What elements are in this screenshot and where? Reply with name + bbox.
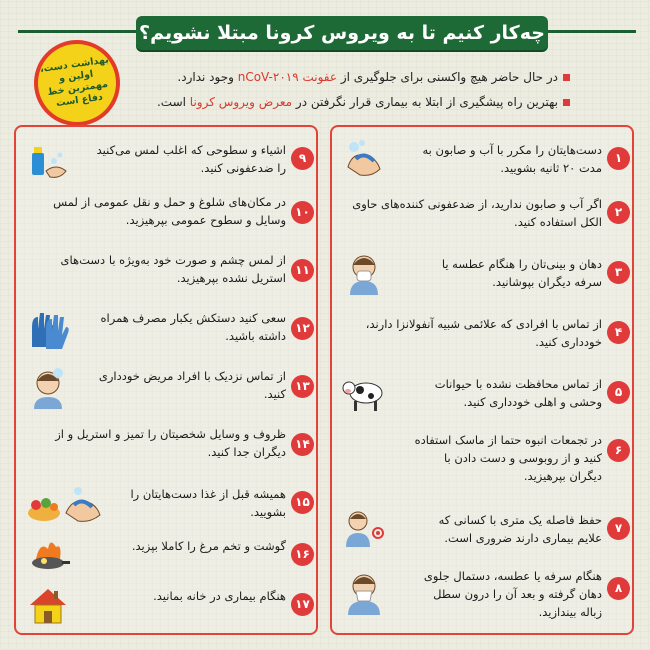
tip-item [16, 533, 320, 581]
tip-text: در تجمعات انبوه حتما از ماسک استفاده کنید و از روبوسی و دست دادن با دیگران بپرهیزید. [414, 433, 602, 483]
tip-number: ۷ [607, 517, 630, 540]
intro-line-1-highlight: عفونت nCoV-۲۰۱۹ [237, 70, 338, 84]
house-icon [26, 583, 70, 627]
tip-item [16, 581, 320, 633]
tip-text: دهان و بینی‌تان را هنگام عطسه یا سرفه دیگران بپوشانید. [441, 257, 602, 289]
intro-line-1-b: وجود ندارد. [177, 70, 238, 84]
tip-text: سعی کنید دستکش یکبار مصرف همراه داشته باشید. [100, 311, 286, 343]
tip-text: گوشت و تخم مرغ را کاملا بپزید. [131, 539, 286, 553]
tip-text: از تماس نزدیک با افراد مریض خودداری کنید. [98, 369, 286, 401]
tip-item [332, 133, 636, 185]
tip-number: ۸ [607, 577, 630, 600]
tips-panel-right [330, 125, 634, 635]
sick-person-icon [26, 365, 70, 409]
tip-item [16, 479, 320, 533]
tip-item [332, 187, 636, 247]
tip-text: از لمس چشم و صورت خود به‌ویژه با دست‌های استریل نشده بپرهیزید. [60, 253, 286, 285]
tip-number: ۱۰ [291, 201, 314, 224]
tip-number: ۱۳ [291, 375, 314, 398]
tip-number: ۴ [607, 321, 630, 344]
tip-item [16, 245, 320, 303]
tip-text: ظروف و وسایل شخصیتان را تمیز و استریل و از دیگران جدا کنید. [55, 427, 286, 459]
tip-item [332, 307, 636, 367]
intro-line-1-a: در حال حاضر هیچ واکسنی برای جلوگیری از [337, 70, 558, 84]
tip-text: دست‌هایتان را مکرر با آب و صابون به مدت ۲۰ ثانیه بشویید. [422, 143, 602, 175]
tip-item [16, 419, 320, 479]
tip-number: ۱۵ [291, 491, 314, 514]
tip-number: ۱۷ [291, 593, 314, 616]
tip-number: ۱۴ [291, 433, 314, 456]
tip-item [332, 367, 636, 425]
intro-line-2-a: بهترین راه پیشگیری از ابتلا به بیماری قرار نگرفتن در [292, 95, 558, 109]
tip-text: از تماس با افرادی که علائمی شبیه آنفولانزا دارند، خودداری کنید. [365, 317, 602, 349]
tissue-person-icon [342, 571, 386, 615]
tip-number: ۳ [607, 261, 630, 284]
title-rule-left [18, 30, 136, 33]
tip-number: ۱۲ [291, 317, 314, 340]
tips-panel-left [14, 125, 318, 635]
tip-item [16, 187, 320, 245]
intro-line-2-b: است. [156, 95, 190, 109]
tip-number: ۱۶ [291, 543, 314, 566]
bullet-square-icon [563, 99, 570, 106]
badge-text: بهداشت دست، اولین و مهمترین خط دفاع است [39, 54, 110, 110]
tip-number: ۲ [607, 201, 630, 224]
cow-icon [342, 371, 386, 415]
tip-text: حفظ فاصله یک متری با کسانی که علایم بیماری دارند ضروری است. [438, 513, 602, 545]
intro-line-2-highlight: معرض ویروس کرونا [189, 95, 293, 109]
distance-icon [342, 507, 386, 551]
tip-text: اگر آب و صابون ندارید، از ضدعفونی کننده‌های حاوی الکل استفاده کنید. [352, 197, 602, 229]
food-handwash-icon [26, 481, 106, 525]
disinfectant-spray-icon [26, 137, 70, 181]
tip-text: اشیاء و سطوحی که اغلب لمس می‌کنید را ضدعفونی کنید. [96, 143, 286, 175]
page-title: چه‌کار کنیم تا به ویروس کرونا مبتلا نشویم؟ [136, 16, 548, 50]
tip-text: در مکان‌های شلوغ و حمل و نقل عمومی از لمس وسایل و سطوح عمومی بپرهیزید. [53, 195, 286, 227]
bullet-square-icon [563, 74, 570, 81]
gloves-icon [26, 307, 70, 351]
sneezing-person-icon [342, 251, 386, 295]
tip-number: ۹ [291, 147, 314, 170]
tip-item [332, 503, 636, 561]
tip-item [16, 133, 320, 185]
intro-line-2 [130, 95, 570, 109]
tip-text: هنگام بیماری در خانه بمانید. [153, 589, 286, 603]
tip-item [16, 361, 320, 419]
tip-number: ۶ [607, 439, 630, 462]
tip-text: همیشه قبل از غذا دست‌هایتان را بشویید. [130, 487, 286, 519]
title-rule-right [548, 30, 636, 33]
hand-hygiene-badge [28, 34, 125, 131]
tip-item [332, 247, 636, 305]
hand-washing-icon [342, 137, 386, 181]
tip-item [16, 303, 320, 361]
tip-number: ۵ [607, 381, 630, 404]
tip-text: هنگام سرفه یا عطسه، دستمال جلوی دهان گرفته و بعد آن را درون سطل زباله بیندازید. [423, 569, 602, 619]
tip-number: ۱ [607, 147, 630, 170]
tip-text: از تماس محافظت نشده با حیوانات وحشی و اهلی خودداری کنید. [434, 377, 602, 409]
intro-line-1 [130, 70, 570, 84]
frying-pan-icon [26, 533, 70, 577]
tip-number: ۱۱ [291, 259, 314, 282]
tip-item [332, 561, 636, 633]
tip-item [332, 425, 636, 503]
